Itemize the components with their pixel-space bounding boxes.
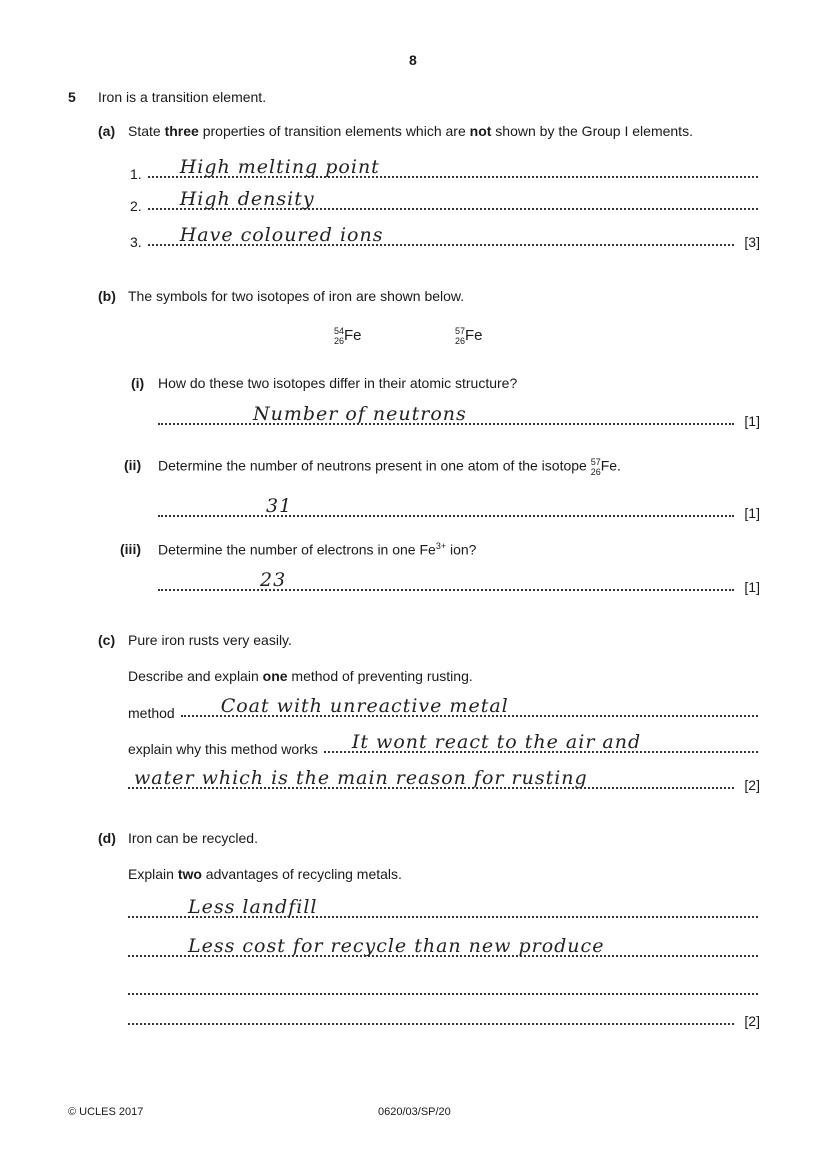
- mark-allocation: [3]: [744, 234, 760, 250]
- answer-line-d1[interactable]: [128, 898, 758, 922]
- handwritten-answer: High density: [179, 188, 315, 210]
- answer-line-d2[interactable]: [128, 937, 758, 961]
- part-a-prompt: State three properties of transition elements which are not shown by the Group I elements.: [128, 123, 693, 139]
- part-b-iii-label: (iii): [120, 541, 141, 557]
- method-label: method: [128, 705, 175, 721]
- answer-line-a1[interactable]: [130, 158, 758, 182]
- part-b-label: (b): [98, 288, 116, 304]
- part-d-stem: Iron can be recycled.: [128, 830, 258, 846]
- handwritten-answer: 31: [266, 495, 293, 517]
- isotope-fe-57: 57 26 Fe: [455, 326, 483, 346]
- answer-line-a2[interactable]: [130, 190, 758, 214]
- part-b-i-label: (i): [131, 375, 145, 391]
- part-b-iii-prompt: Determine the number of electrons in one $Fe^{3+}$ ion?: [158, 541, 477, 558]
- footer-paper-code: 0620/03/SP/20: [378, 1106, 451, 1118]
- answer-line-method[interactable]: [128, 697, 758, 721]
- part-c-label: (c): [98, 632, 116, 648]
- handwritten-answer: Coat with unreactive metal: [220, 695, 509, 717]
- handwritten-answer: 23: [260, 569, 287, 591]
- handwritten-answer: water which is the main reason for rusting: [134, 767, 588, 789]
- mark-allocation: [2]: [744, 777, 760, 793]
- footer-copyright: © UCLES 2017: [68, 1106, 144, 1118]
- part-b-i-prompt: How do these two isotopes differ in their atomic structure?: [158, 375, 518, 391]
- handwritten-answer: Less landfill: [188, 896, 318, 918]
- part-d-prompt: Explain two advantages of recycling metals.: [128, 866, 402, 882]
- answer-number: 2.: [130, 198, 142, 214]
- answer-line-d3[interactable]: [128, 975, 758, 999]
- part-a-label: (a): [98, 123, 116, 139]
- part-c-stem: Pure iron rusts very easily.: [128, 632, 292, 648]
- part-c-prompt: Describe and explain one method of preventing rusting.: [128, 668, 473, 684]
- answer-number: 3.: [130, 234, 142, 250]
- part-b-ii-label: (ii): [124, 457, 142, 473]
- handwritten-answer: Less cost for recycle than new produce: [188, 935, 605, 957]
- mark-allocation: [1]: [744, 505, 760, 521]
- isotope-fe-54: 54 26 Fe: [334, 326, 362, 346]
- answer-line-explain-2[interactable]: [128, 769, 760, 793]
- answer-line-b-ii[interactable]: [158, 497, 760, 521]
- mark-allocation: [1]: [744, 579, 760, 595]
- handwritten-answer: Number of neutrons: [253, 403, 467, 425]
- answer-line-b-iii[interactable]: [158, 571, 760, 595]
- handwritten-answer: High melting point: [179, 156, 380, 178]
- part-b-prompt: The symbols for two isotopes of iron are shown below.: [128, 288, 465, 304]
- part-d-label: (d): [98, 830, 116, 846]
- answer-number: 1.: [130, 166, 142, 182]
- mark-allocation: [1]: [744, 413, 760, 429]
- answer-line-a3[interactable]: [130, 226, 760, 250]
- page-number: 8: [409, 52, 417, 68]
- question-number: 5: [68, 89, 76, 105]
- answer-line-d4[interactable]: [128, 1005, 760, 1029]
- handwritten-answer: Have coloured ions: [179, 224, 384, 246]
- answer-line-explain-1[interactable]: [128, 733, 758, 757]
- question-stem: Iron is a transition element.: [98, 89, 267, 105]
- part-b-ii-prompt: Determine the number of neutrons present in one atom of the isotope 57 26 Fe.: [158, 457, 621, 477]
- mark-allocation: [2]: [744, 1013, 760, 1029]
- answer-line-b-i[interactable]: [158, 405, 760, 429]
- explain-label: explain why this method works: [128, 741, 318, 757]
- handwritten-answer: It wont react to the air and: [351, 731, 642, 753]
